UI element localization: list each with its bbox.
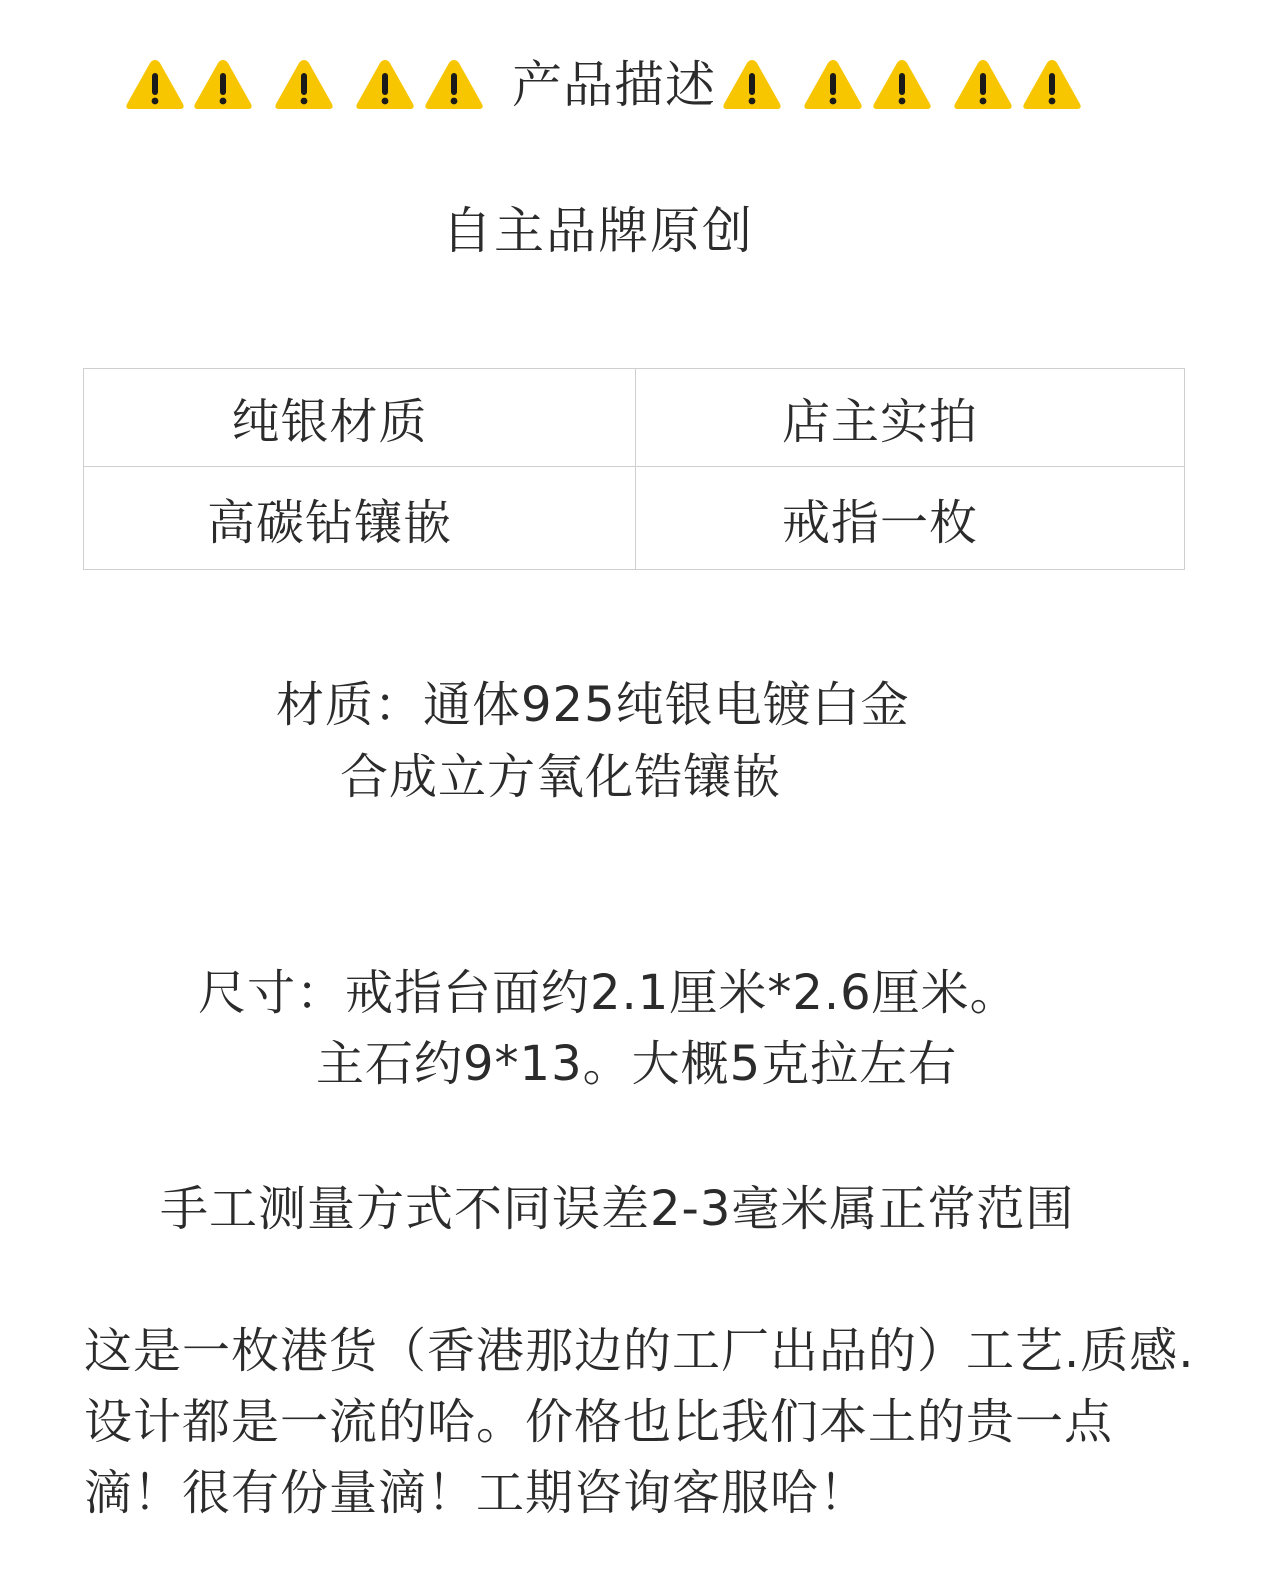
warning-icon: [953, 57, 1013, 111]
warning-icon: [274, 57, 334, 111]
size-line-1: 尺寸：戒指台面约2.1厘米*2.6厘米。: [198, 965, 1019, 1021]
material-line-2: 合成立方氧化锆镶嵌: [340, 749, 782, 805]
table-cell: [636, 369, 1185, 467]
description-paragraph: 这是一枚港货（香港那边的工厂出品的）工艺.质感.设计都是一流的哈。价格也比我们本土的贵一点滴！很有份量滴！工期咨询客服哈！: [84, 1323, 1195, 1521]
warning-icon: [803, 57, 863, 111]
size-line-2: 主石约9*13。大概5克拉左右: [316, 1036, 958, 1092]
material-line-1: 材质：通体925纯银电镀白金: [276, 677, 910, 733]
spec-table: [83, 368, 1185, 570]
brand-line: 自主品牌原创: [442, 202, 754, 260]
table-cell: [84, 467, 636, 570]
warning-icon: [125, 57, 185, 111]
warning-icon: [722, 57, 782, 111]
table-cell: [636, 467, 1185, 570]
warning-icon: [872, 57, 932, 111]
cell-text: 店主实拍: [781, 394, 978, 450]
measurement-note: 手工测量方式不同误差2-3毫米属正常范围: [160, 1181, 1075, 1237]
cell-text: 纯银材质: [231, 394, 428, 450]
table-row: [84, 369, 1185, 467]
table-cell: [84, 369, 636, 467]
table-row: [84, 467, 1185, 570]
cell-text: 戒指一枚: [781, 494, 978, 551]
warning-icon: [1022, 57, 1082, 111]
page-title: 产品描述: [512, 56, 716, 114]
warning-icon: [424, 57, 484, 111]
warning-icon: [355, 57, 415, 111]
cell-text: 高碳钻镶嵌: [206, 494, 452, 551]
warning-icon: [193, 57, 253, 111]
